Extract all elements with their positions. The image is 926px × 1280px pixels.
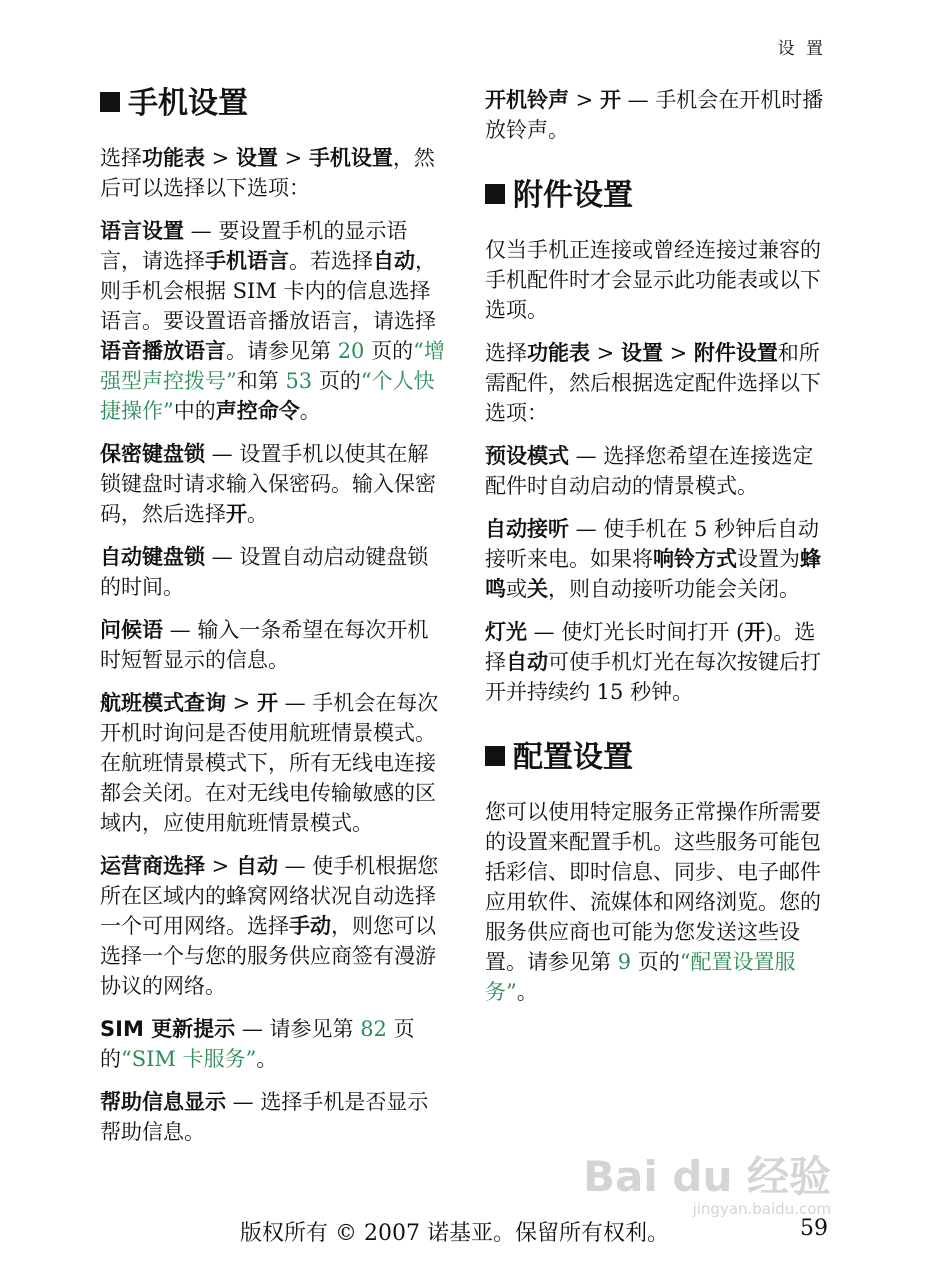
body-text: ，然后可以选择以下选项： — [100, 146, 435, 200]
body-text: 页的 — [364, 339, 414, 363]
square-bullet-icon — [100, 92, 120, 112]
body-text: 您可以使用特定服务正常操作所需要的设置来配置手机。这些服务可能包括彩信、即时信息、同步、电子邮件应用软件、流媒体和网络浏览。您的服务供应商也可能为您发送这些设置。请参见第 — [485, 800, 821, 974]
menu-term: 开机铃声 — [485, 88, 569, 112]
option-paragraph — [485, 514, 830, 604]
body-text: — 选择您希望在连接选定配件时自动启动的情景模式。 — [485, 444, 814, 498]
menu-term: 自动接听 — [485, 517, 569, 541]
right-column — [485, 85, 830, 1020]
body-text: 。请参见第 — [226, 339, 338, 363]
option-paragraph — [485, 617, 830, 707]
option-paragraph — [485, 338, 830, 428]
body-text: )。选择 — [485, 620, 816, 674]
body-text: 。若选择 — [289, 249, 373, 273]
body-text: > — [662, 341, 694, 365]
menu-term: 声控命令 — [215, 399, 300, 423]
cross-reference: “配置设置服务” — [485, 950, 796, 1004]
menu-term: 手动 — [289, 914, 331, 938]
page-number: 59 — [800, 1216, 828, 1241]
menu-term: SIM 更新提示 — [100, 1017, 236, 1041]
body-text: 。 — [256, 1047, 278, 1071]
body-text: — 输入一条希望在每次开机时短暂显示的信息。 — [100, 618, 429, 672]
menu-term: 自动 — [506, 650, 548, 674]
body-text: 可使手机灯光在每次按键后打开并持续约 15 秒钟。 — [485, 650, 821, 704]
square-bullet-icon — [485, 746, 505, 766]
menu-term: 手机设置 — [308, 146, 393, 170]
body-text: > — [226, 691, 257, 715]
accessory-entries — [485, 441, 830, 707]
body-text: 和第 — [236, 369, 286, 393]
body-text: — 要设置手机的显示语言，请选择 — [100, 219, 408, 273]
option-paragraph — [100, 1014, 445, 1074]
option-paragraph — [100, 439, 445, 529]
body-text: 中的 — [173, 399, 216, 423]
menu-term: 自动 — [235, 854, 278, 878]
menu-term: 航班模式查询 — [100, 691, 226, 715]
body-text: 。 — [299, 399, 321, 423]
cross-reference: “SIM 卡服务” — [121, 1047, 257, 1071]
phone-settings-intro — [100, 143, 445, 203]
cross-reference: 20 — [337, 339, 365, 363]
startup-tone-entry — [485, 85, 830, 145]
option-paragraph — [100, 542, 445, 602]
menu-term: 响铃方式 — [653, 547, 737, 571]
body-text: 设置为 — [737, 547, 800, 571]
option-paragraph — [100, 615, 445, 675]
option-paragraph — [100, 216, 445, 426]
option-paragraph — [100, 688, 445, 838]
body-text: 。 — [516, 980, 538, 1004]
menu-term: 功能表 — [142, 146, 205, 170]
square-bullet-icon — [485, 184, 505, 204]
body-text: ，则您可以选择一个与您的服务供应商签有漫游协议的网络。 — [100, 914, 436, 998]
menu-term: 附件设置 — [693, 341, 778, 365]
section-title-phone-settings: 手机设置 — [100, 85, 445, 123]
phone-settings-entries — [100, 216, 445, 1147]
cross-reference: 82 — [360, 1017, 387, 1041]
body-text: 页的 — [631, 950, 680, 974]
body-text: 。 — [247, 502, 268, 526]
body-text: ，则手机会根据 SIM 卡内的信息选择语言。要设置语音播放语言，请选择 — [100, 249, 436, 333]
menu-term: 开 — [599, 88, 621, 112]
body-text: > — [569, 88, 600, 112]
copyright-notice: 版权所有 © 2007 诺基亚。保留所有权利。 — [240, 1221, 669, 1246]
option-paragraph — [100, 851, 445, 1001]
menu-term: 帮助信息显示 — [100, 1090, 226, 1114]
body-text: — 手机会在开机时播放铃声。 — [485, 88, 824, 142]
body-text: > — [277, 146, 309, 170]
running-header: 设 置 — [777, 39, 826, 59]
body-text: — 设置自动启动键盘锁的时间。 — [100, 545, 429, 599]
body-text: — 使手机根据您所在区域内的蜂窝网络状况自动选择一个可用网络。选择 — [100, 854, 439, 938]
section-title-accessory-settings: 附件设置 — [485, 177, 830, 215]
body-text: 或 — [506, 577, 527, 601]
cross-reference: 53 — [285, 369, 313, 393]
body-text: — 手机会在每次开机时询问是否使用航班情景模式。在航班情景模式下，所有无线电连接都会关闭。在对无线电传输敏感的区域内，应使用航班情景模式。 — [100, 691, 439, 835]
body-text: > — [205, 854, 236, 878]
menu-term: 开 — [226, 502, 247, 526]
body-text: — 使灯光长时间打开 ( — [527, 620, 745, 644]
option-paragraph — [100, 1087, 445, 1147]
cross-reference: 9 — [617, 950, 632, 974]
body-text: — 设置手机以使其在解锁键盘时请求输入保密码。输入保密码，然后选择 — [100, 442, 436, 526]
menu-term: 开 — [744, 620, 766, 644]
menu-term: 功能表 — [527, 341, 590, 365]
body-text: 页的 — [312, 369, 361, 393]
baidu-jingyan-watermark: Bai du 经验 jingyan.baidu.com — [583, 1152, 831, 1218]
menu-term: 关 — [527, 577, 548, 601]
accessory-intro — [485, 235, 830, 428]
menu-term: 蜂鸣 — [485, 547, 821, 601]
body-text: — 请参见第 — [235, 1017, 361, 1041]
option-paragraph — [485, 235, 830, 325]
body-text: > — [590, 341, 621, 365]
body-text: — 使手机在 5 秒钟后自动接听来电。如果将 — [485, 517, 820, 571]
menu-term: 设置 — [620, 341, 663, 365]
configuration-body — [485, 797, 830, 1007]
menu-term: 开 — [256, 691, 278, 715]
menu-term: 自动键盘锁 — [100, 545, 205, 569]
body-text: > — [205, 146, 236, 170]
menu-term: 自动 — [373, 249, 415, 273]
menu-term: 设置 — [235, 146, 278, 170]
cross-reference: “个人快捷操作” — [100, 369, 435, 423]
left-column — [100, 85, 445, 1160]
body-text: 选择 — [485, 341, 527, 365]
menu-term: 预设模式 — [485, 444, 569, 468]
section-title-configuration-settings: 配置设置 — [485, 739, 830, 777]
body-text: 和所需配件，然后根据选定配件选择以下选项： — [485, 341, 821, 425]
body-text: — 选择手机是否显示帮助信息。 — [100, 1090, 429, 1144]
menu-term: 灯光 — [485, 620, 527, 644]
menu-term: 问候语 — [100, 618, 163, 642]
body-text: 页的 — [100, 1017, 415, 1071]
menu-term: 保密键盘锁 — [100, 442, 205, 466]
menu-term: 运营商选择 — [100, 854, 205, 878]
menu-term: 手机语言 — [205, 249, 289, 273]
menu-term: 语音播放语言 — [100, 339, 226, 363]
body-text: 选择 — [100, 146, 142, 170]
body-text: ，则自动接听功能会关闭。 — [548, 577, 800, 601]
option-paragraph — [485, 441, 830, 501]
body-text: 仅当手机正连接或曾经连接过兼容的手机配件时才会显示此功能表或以下选项。 — [485, 238, 821, 322]
cross-reference: “增强型声控拨号” — [100, 339, 445, 393]
menu-term: 语言设置 — [100, 219, 184, 243]
